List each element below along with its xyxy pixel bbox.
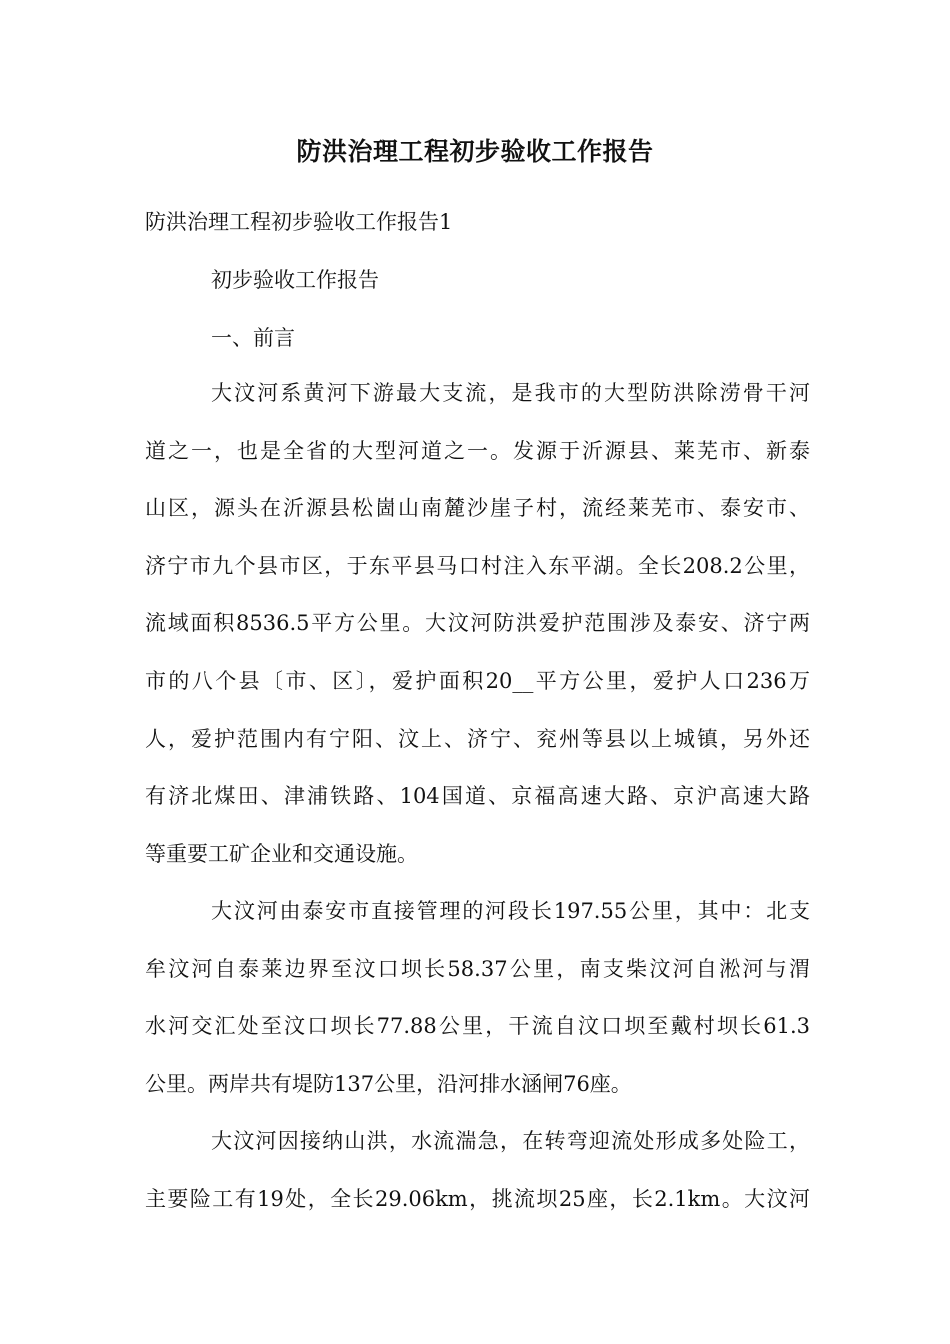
paragraph-river-sections: [145, 883, 810, 1113]
text-line: 道之一，也是全省的大型河道之一。发源于沂源县、莱芜市、新泰: [145, 438, 810, 463]
text-line: 等重要工矿企业和交通设施。: [145, 841, 418, 866]
text-line: 大汶河系黄河下游最大支流，是我市的大型防洪除涝骨干河: [211, 381, 810, 405]
text-line: 济宁市九个县市区，于东平县马口村注入东平湖。全长208.2公里，: [145, 553, 810, 578]
text-line: 流域面积8536.5平方公里。大汶河防洪爱护范围涉及泰安、济宁两: [145, 611, 810, 636]
text-line: 人，爱护范围内有宁阳、汶上、济宁、兖州等县以上城镇，另外还: [145, 726, 810, 751]
text-line: 市的八个县〔市、区〕，爱护面积20__平方公里，爱护人口236万: [145, 668, 810, 693]
text-line: 公里。两岸共有堤防137公里，沿河排水涵闸76座。: [145, 1071, 632, 1096]
paragraph-river-overview: [145, 365, 810, 883]
report-subtitle: 防洪治理工程初步验收工作报告1: [145, 210, 453, 234]
preface-heading: 一、前言: [211, 326, 295, 350]
paragraph-hazard-works: [145, 1113, 810, 1228]
text-line: 牟汶河自泰莱边界至汶口坝长58.37公里，南支柴汶河自淞河与渭: [145, 956, 810, 981]
text-line: 主要险工有19处，全长29.06km，挑流坝25座，长2.1km。大汶河: [145, 1186, 810, 1211]
document-title: 防洪治理工程初步验收工作报告: [296, 137, 654, 166]
section-heading: 初步验收工作报告: [211, 268, 379, 292]
text-line: 大汶河由泰安市直接管理的河段长197.55公里，其中：北支: [211, 899, 810, 923]
text-line: 大汶河因接纳山洪，水流湍急，在转弯迎流处形成多处险工，: [211, 1129, 810, 1153]
text-line: 水河交汇处至汶口坝长77.88公里，干流自汶口坝至戴村坝长61.3: [145, 1014, 810, 1039]
text-line: 有济北煤田、津浦铁路、104国道、京福高速大路、京沪高速大路: [145, 784, 810, 809]
text-line: 山区，源头在沂源县松崮山南麓沙崖子村，流经莱芜市、泰安市、: [145, 496, 810, 521]
